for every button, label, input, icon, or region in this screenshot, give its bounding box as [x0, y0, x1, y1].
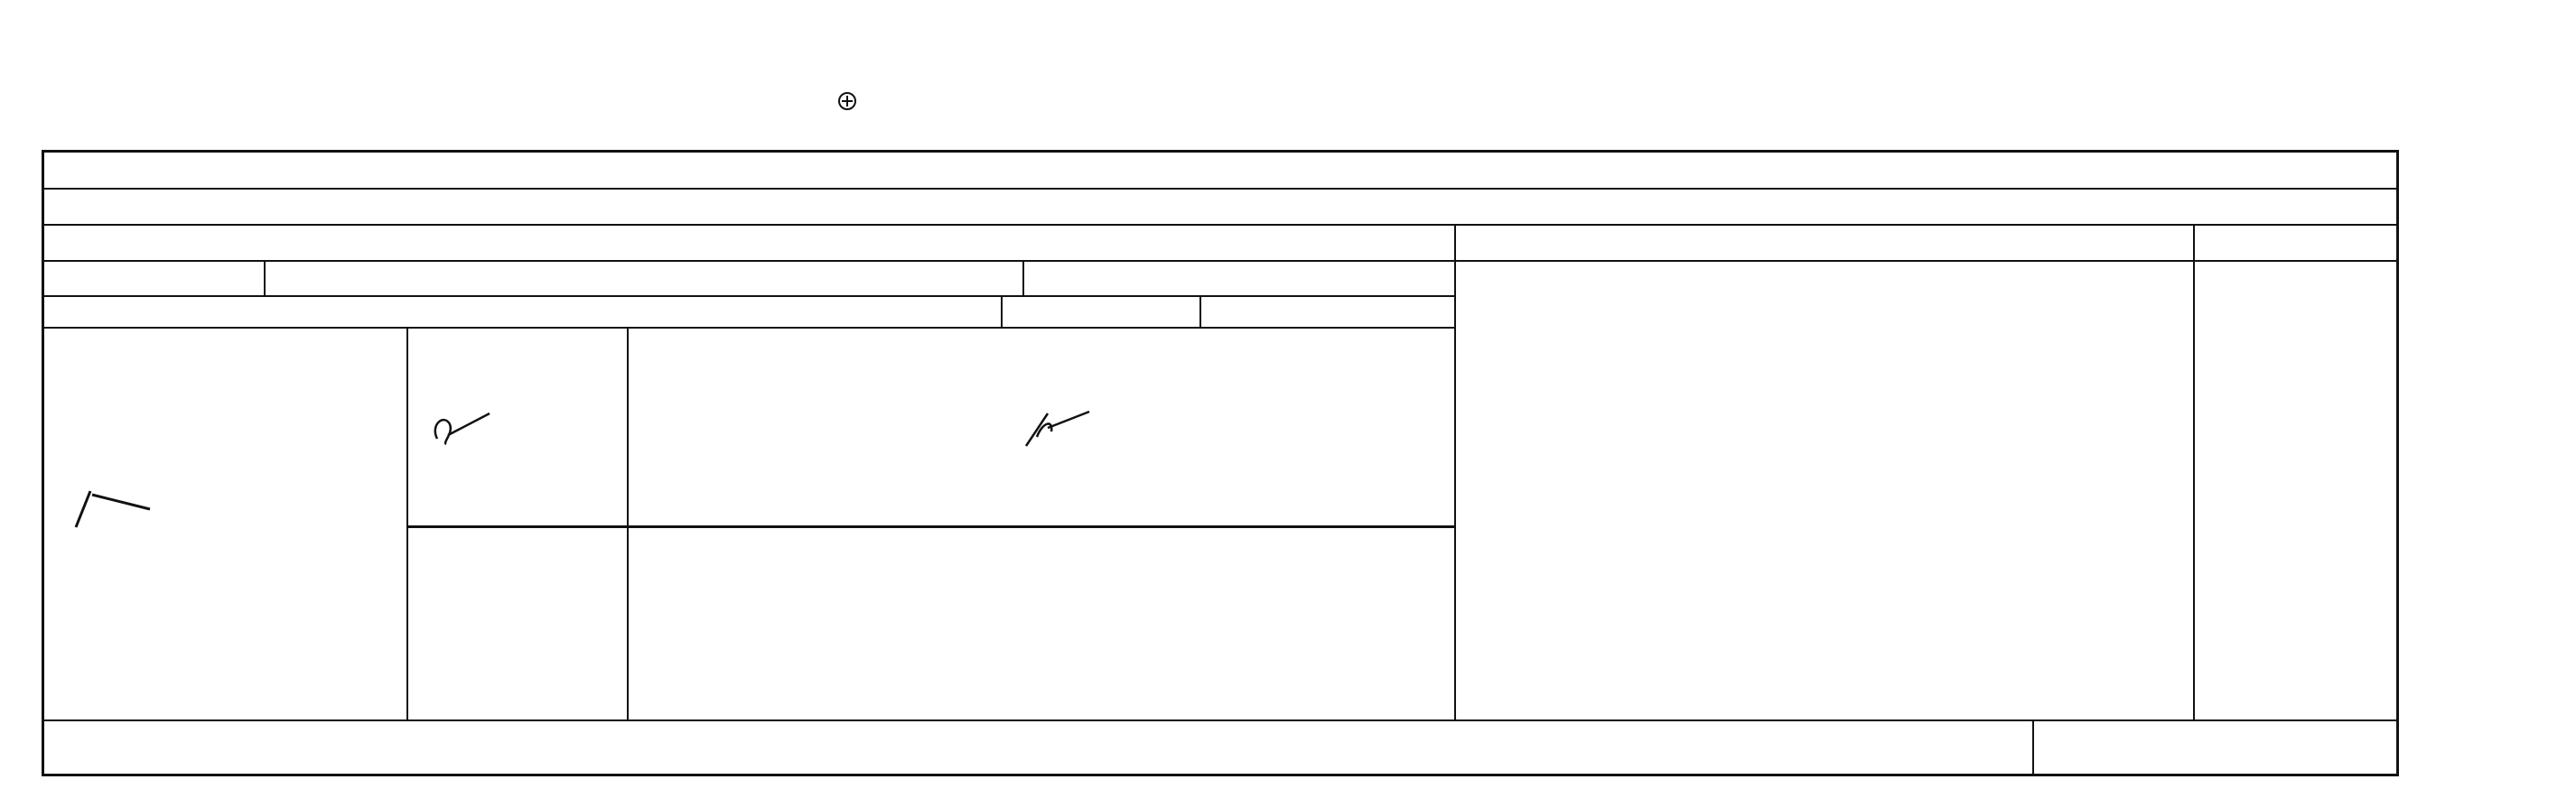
- march-handwritten-mark-icon: [421, 406, 493, 451]
- form-frame: [42, 150, 2399, 776]
- day-17-handwritten-mark-icon: [1021, 410, 1093, 450]
- barcode: [1490, 83, 2231, 141]
- certipostal-logo-icon: [820, 88, 874, 139]
- dir-errada-checkmark-icon: [70, 482, 152, 533]
